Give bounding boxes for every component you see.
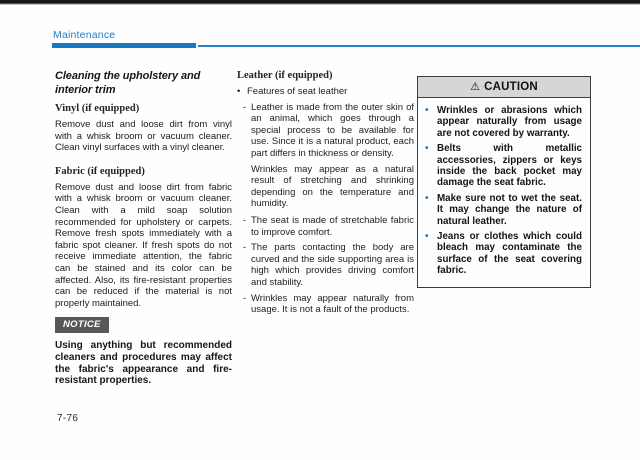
header-accent-bar [52, 43, 196, 48]
caution-item-text: Jeans or clothes which could bleach may contaminate the surface of the seat covering fabric. [437, 231, 582, 277]
notice-body: Using anything but recommended cleaners and procedures may affect the fabric's appearance and fire-resistant properties. [55, 340, 232, 387]
caution-item [425, 231, 582, 277]
caution-item [425, 193, 582, 227]
list-item [237, 102, 414, 160]
caution-item-text: Wrinkles or abrasions which appear naturally from usage are not covered by warranty. [437, 105, 582, 139]
warning-triangle-icon: ⚠ [470, 81, 481, 93]
topic-heading: Cleaning the upholstery and interior trim [55, 70, 201, 96]
caution-item-text: Belts with metallic accessories, zippers or keys inside the back pocket may damage the seat fabric. [437, 143, 582, 189]
leather-item-text: The seat is made of stretchable fabric to improve comfort. [251, 214, 414, 238]
bullet-marker: • [237, 86, 241, 97]
vinyl-body: Remove dust and loose dirt from vinyl with a whisk broom or vacuum cleaner. Clean vinyl surfaces with a vinyl cleaner. [55, 119, 232, 154]
list-item [237, 242, 414, 288]
header-rule-line [198, 45, 640, 47]
caution-item-text: Make sure not to wet the seat. It may change the nature of natural leather. [437, 192, 582, 227]
fabric-section [55, 166, 232, 310]
dash-marker: - [243, 214, 247, 226]
list-item [237, 215, 414, 238]
leather-subheading: Leather (if equipped) [237, 70, 333, 81]
caution-item [425, 143, 582, 189]
leather-item-text: Leather is made from the outer skin of an animal, which goes through a special process to be available for use. Since it is a natural product, each part differs in thickness or density. [251, 101, 414, 159]
notice-badge: NOTICE [55, 317, 109, 333]
dash-marker: - [243, 242, 247, 254]
leather-note: Wrinkles may appear as a natural result of stretching and shrinking depending on the temperature and humidity. [251, 163, 414, 210]
dash-marker: - [243, 292, 247, 304]
caution-item [425, 105, 582, 139]
caution-title: CAUTION [484, 81, 538, 93]
dash-marker: - [243, 101, 247, 113]
middle-column [237, 70, 414, 320]
list-item [237, 86, 414, 98]
bullet-marker: • [425, 105, 429, 116]
caution-box [417, 76, 591, 288]
leather-item-text: Wrinkles may appear naturally from usage. It is not a fault of the products. [251, 292, 414, 316]
vinyl-section [55, 103, 232, 154]
feature-bullet-text: Features of seat leather [247, 86, 348, 97]
bullet-marker: • [425, 231, 429, 243]
fabric-subheading: Fabric (if equipped) [55, 165, 145, 177]
caution-header [418, 77, 590, 98]
left-column [55, 70, 232, 387]
scan-artifact-top [0, 0, 640, 6]
list-item [237, 293, 414, 316]
bullet-marker: • [425, 192, 429, 204]
vinyl-subheading: Vinyl (if equipped) [55, 103, 140, 114]
fabric-body: Remove dust and loose dirt from fabric with a whisk broom or vacuum cleaner. Clean with a mild soap solution recommended for upholstery or carpets. Remove fresh spots immediately with a fabric spot cleaner. If fresh spots do not receive immediate attention, the fabric can be stained and its color can be affected. Also, its fire-resistant properties can be reduced if the material is not properly maintained. [55, 181, 232, 309]
section-title: Maintenance [53, 29, 116, 41]
page-number: 7-76 [57, 413, 79, 424]
bullet-marker: • [425, 143, 429, 155]
leather-item-text: The parts contacting the body are curved and the side supporting area is high which provides driving comfort and stability. [251, 242, 414, 288]
caution-body [418, 98, 590, 287]
